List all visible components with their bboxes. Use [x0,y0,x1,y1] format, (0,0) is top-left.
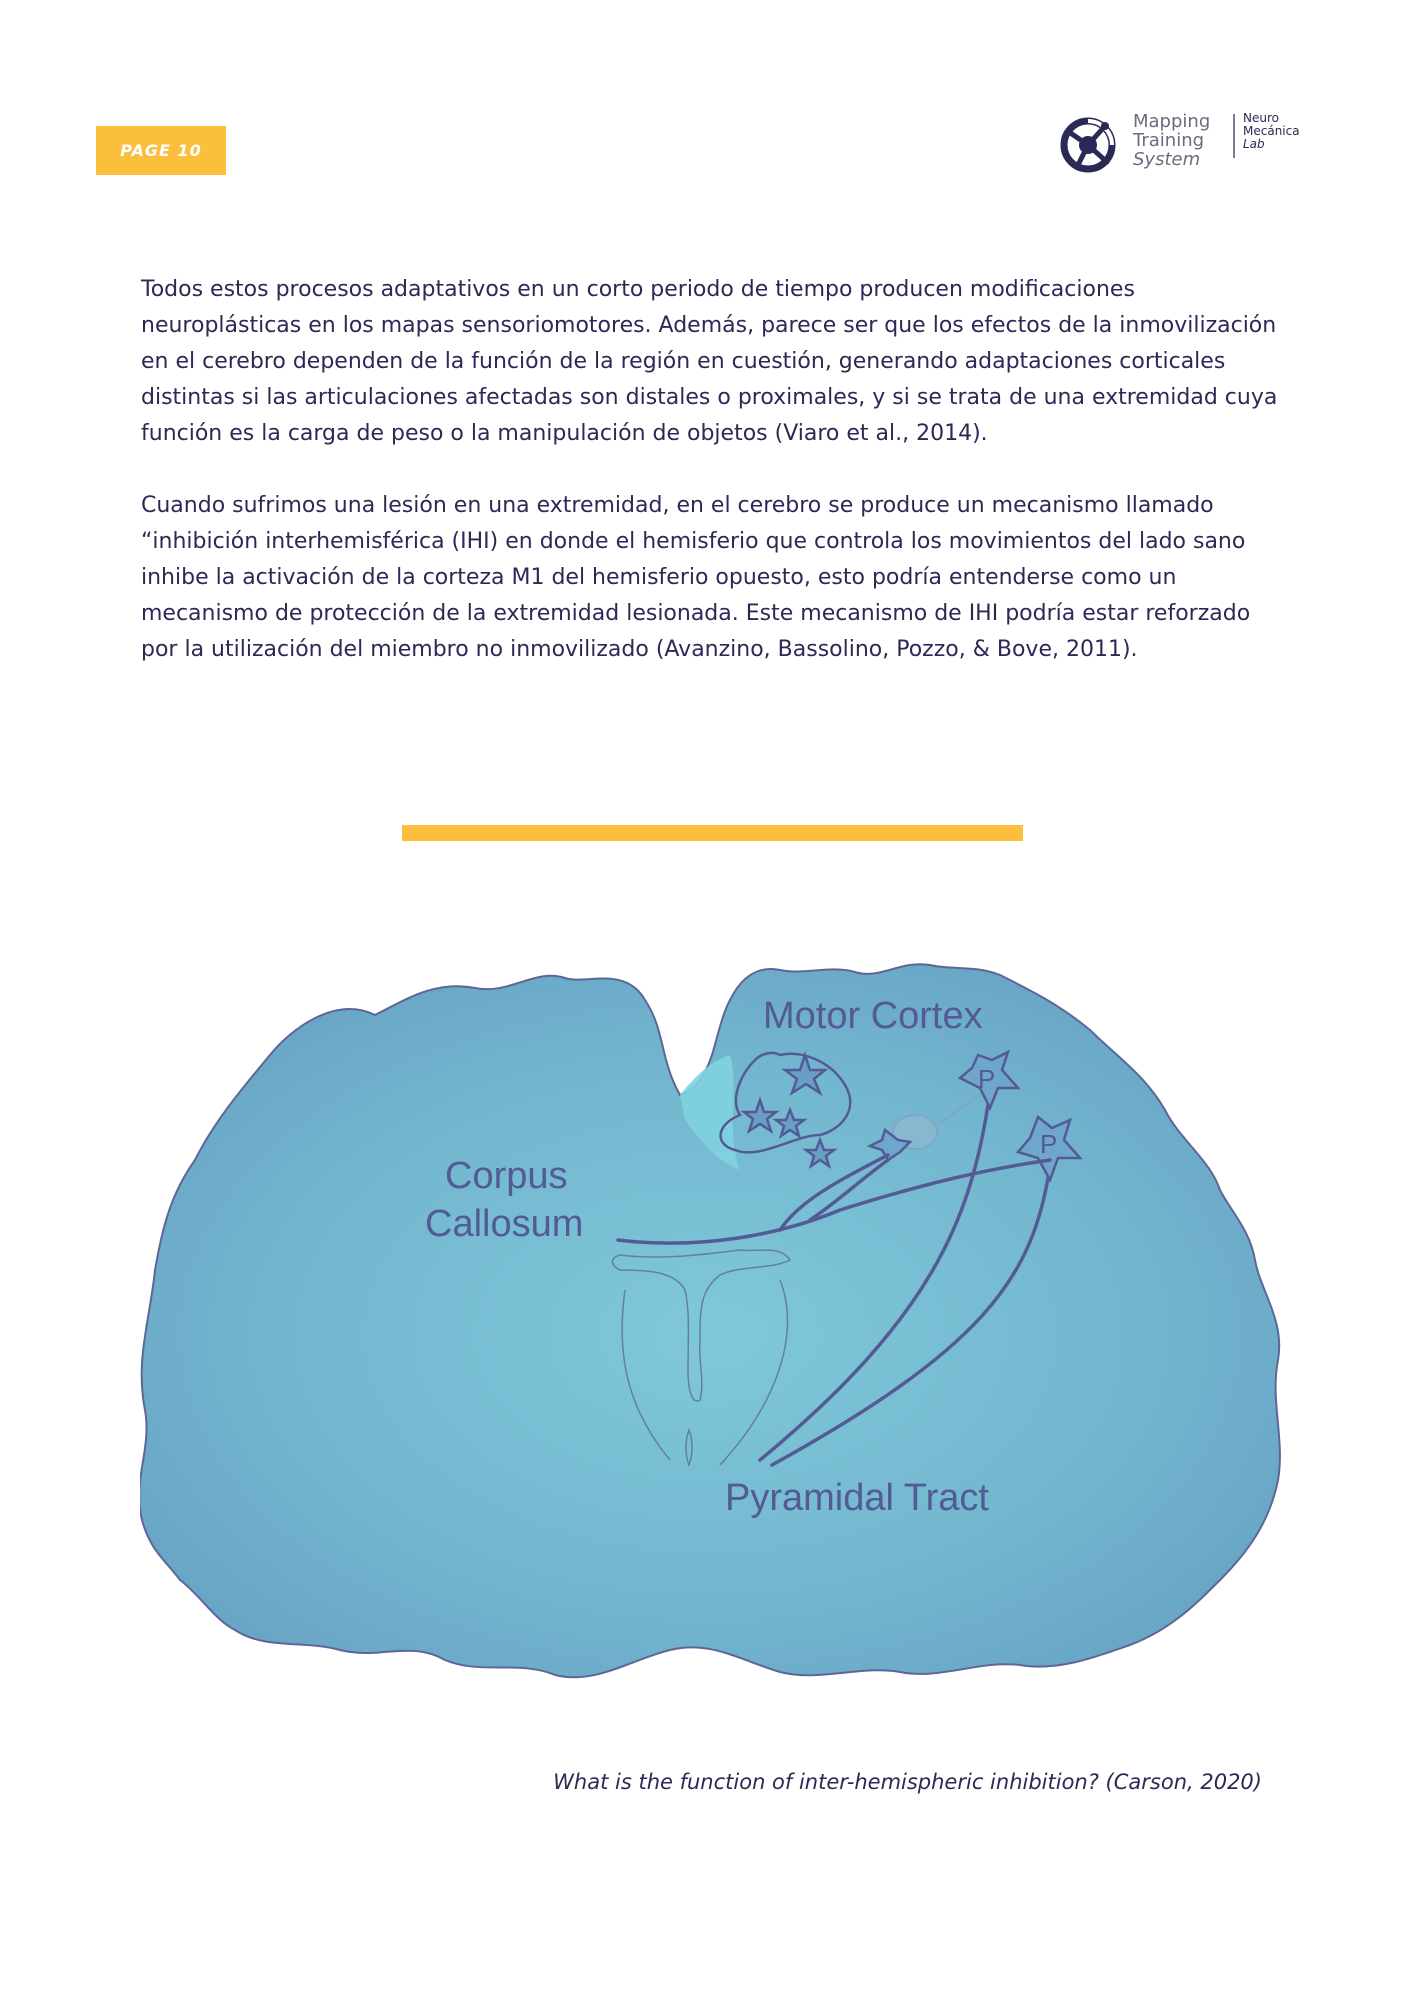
brand-logo [1055,108,1325,183]
paragraph-1: Todos estos procesos adaptativos en un corto periodo de tiempo producen modificaciones neuroplásticas en los mapas sensoriomotores. Además, parece ser que los efectos de la inmovilización en el cerebro dependen de la función de la región en cuestión, generando adaptaciones corticales distintas si las articulaciones afectadas son distales o proximales, y si se trata de una extremidad cuya función es la carga de peso o la manipulación de objetos (Viaro et al., 2014). [141,277,1278,446]
logo-divider [1233,114,1235,158]
logo-name-line-2: Training [1133,130,1205,151]
logo-lab-line-1: Neuro [1243,111,1279,125]
figure-caption: What is the function of inter-hemispheric inhibition? (Carson, 2020) [553,1770,1262,1794]
logo-name-line-1: Mapping [1133,111,1211,132]
logo-lab-line-2: Mecánica [1243,124,1300,138]
neuron-p-label-2: P [1040,1129,1058,1159]
body-text [141,272,1281,704]
motor-cortex-label: Motor Cortex [763,995,983,1037]
brain-diagram-svg [140,960,1290,1700]
page-number-badge: PAGE 10 [96,126,226,175]
logo-lab-line-3: Lab [1243,137,1265,151]
neuron-logo-icon [1055,112,1121,178]
corpus-callosum-label-line-1: Corpus [445,1155,568,1197]
logo-wordmark [1133,112,1243,169]
paragraph-2: Cuando sufrimos una lesión en una extremidad, en el cerebro se produce un mecanismo llamado “inhibición interhemisférica (IHI) en donde el hemisferio que controla los movimientos del lado sano inhibe la activación de la corteza M1 del hemisferio opuesto, esto podría entenderse como un mecanismo de protección de la extremidad lesionada. Este mecanismo de IHI podría estar reforzado por la utilización del miembro no inmovilizado (Avanzino, Bassolino, Pozzo, & Bove, 2011). [141,493,1251,662]
section-divider [402,825,1023,841]
pyramidal-tract-label: Pyramidal Tract [725,1477,989,1519]
logo-lab-wordmark [1243,112,1300,151]
logo-name-line-3: System [1133,149,1201,170]
brain-diagram [140,960,1290,1700]
corpus-callosum-label-line-2: Callosum [425,1203,584,1245]
neuron-p-label-1: P [978,1064,996,1094]
